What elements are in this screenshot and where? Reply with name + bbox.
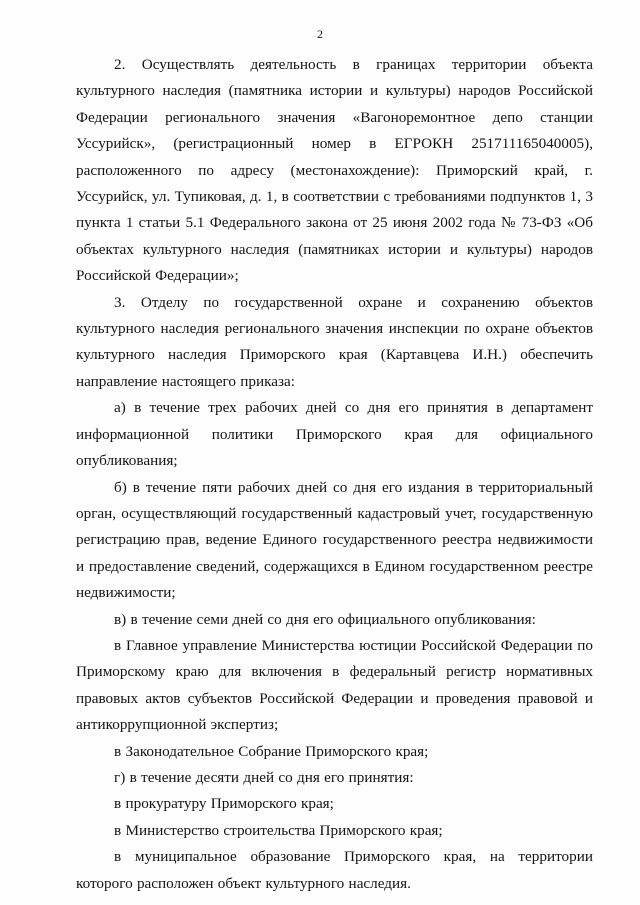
paragraph-recipient-construction-ministry: в Министерство строительства Приморского края; [114, 821, 443, 839]
paragraph-recipient-justice: в Главное управление Министерства юстиции Российской Федерации по Приморскому краю для включения в федеральный регистр нормативных правовых актов субъектов Российской Федерации и проведения правовой и антикоррупционной экспертиз; [76, 636, 593, 734]
paragraph-item-2: 2. Осуществлять деятельность в границах территории объекта культурного наследия (памятника истории и культуры) народов Российской Федерации регионального значения «Вагоноремонтное депо станции Уссурийск», (регистрационный номер в ЕГРОКН 251711165040005), расположенного по адресу (местонахождение): Приморский край, г. Уссурийск, ул. Тупиковая, д. 1, в соответствии с требованиями подпунктов 1, 3 пункта 1 статьи 5.1 Федерального закона от 25 июня 2002 года № 73-ФЗ «Об объектах культурного наследия (памятниках истории и культуры) народов Российской Федерации»; [76, 56, 593, 285]
paragraph-subitem-g: г) в течение десяти дней со дня его принятия: [114, 768, 414, 786]
paragraph-recipient-municipality: в муниципальное образование Приморского края, на территории которого расположен объект культурного наследия. [76, 848, 593, 892]
page-number: 2 [317, 27, 323, 41]
paragraph-item-3: 3. Отделу по государственной охране и сохранению объектов культурного наследия регионального значения инспекции по охране объектов культурного наследия Приморского края (Картавцева И.Н.) обеспечить направление настоящего приказа: [76, 293, 593, 390]
paragraph-recipient-legislature: в Законодательное Собрание Приморского края; [114, 742, 429, 760]
paragraph-recipient-prosecutor: в прокуратуру Приморского края; [114, 795, 334, 813]
paragraph-subitem-b: б) в течение пяти рабочих дней со дня его издания в территориальный орган, осуществляющий государственный кадастровый учет, государственную регистрацию прав, ведение Единого государственного реестра недвижимости и предоставление сведений, содержащихся в Едином государственном реестре недвижимости; [76, 478, 593, 602]
paragraph-subitem-a: а) в течение трех рабочих дней со дня его принятия в департамент информационной политики Приморского края для официального опубликования; [76, 399, 593, 470]
paragraph-subitem-v: в) в течение семи дней со дня его официального опубликования: [114, 610, 536, 628]
document-body [76, 52, 593, 897]
